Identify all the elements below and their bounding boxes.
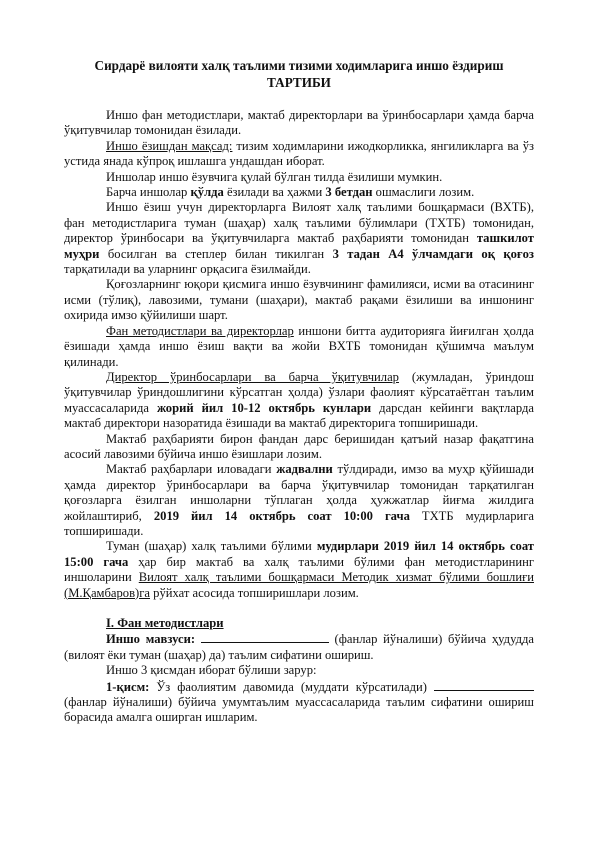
paragraph-part-1: 1-қисм: Ўз фаолиятим давомида (муддати кўрсатилади) (фанлар йўналиши) бўйича умумтаълим муассасаларида таълим сифатини ошириш борасида амалга оширган ишларим. [64, 679, 534, 725]
purpose-label: Иншо ёзишдан мақсад: [106, 138, 233, 153]
paragraph-header-info: Қоғозларнинг юқори қисмига иншо ёзувчининг фамилияси, исми ва отасининг исми (тўлиқ), лавозими, тумани (шаҳари), мактаб рақами ёзилиши ва иншонинг охирида имзо қўйилиши шарт. [64, 277, 534, 323]
title-line-1: Сирдарё вилояти халқ таълими тизими ходимларига иншо ёздириш [94, 58, 504, 73]
section-heading: I. Фан методистлари [106, 616, 224, 630]
paragraph-deputies-teachers: Директор ўринбосарлари ва барча ўқитувчилар (жумладан, ўриндош ўқитувчилар ўриндошлигини кўрсатган ҳолда) ўзлари фаолият кўрсатаётган таълим муассасаларида жорий йил 10-12 октябрь кунлари дарсдан кейинги вақтларда мактаб директори назоратида ёзишади ва мактаб директорига топширишади. [64, 369, 535, 431]
paragraph-paper: Иншо ёзиш учун директорларга Вилоят халқ таълими бошқармаси (ВХТБ), фан методистларига туман (шаҳар) халқ таълими бўлимлари (ТХТБ) томонидан, директор ўринбосари ва ўқитувчиларга мактаб раҳбарияти томонидан ташкилот муҳри босилган ва степлер билан тикилган 3 тадан А4 ўлчамдаги оқ қоғоз тарқатилади ва уларнинг орқасига ёзилмайди. [64, 200, 534, 277]
document-body [64, 108, 534, 726]
section-gap [64, 601, 534, 616]
paragraph-submission: Мактаб раҳбарлари иловадаги жадвални тўлдиради, имзо ва муҳр қўйишади ҳамда директор ўринбосарлари ва барча ўқитувчилар томонидан тарқатилган қоғозларга ёзилган иншоларни тўплаган ҳолда ҳужжатлар йиғма жилдига жойлаштириб, 2019 йил 14 октябрь соат 10:00 гача ТХТБ мудирларига топширишади. [64, 462, 534, 538]
paragraph-methodists: Фан методистлари ва директорлар иншони битта аудиторияга йиғилган ҳолда ёзишади ҳамда иншо ёзиш вақти ва жойи ВХТБ томонидан қўшимча маълум қилинади. [64, 323, 534, 369]
paragraph-administration: Мактаб раҳбарияти бирон фандан дарс беришидан қатъий назар фақатгина асосий лавозими бўйича иншо ёзишлари лозим. [64, 431, 534, 461]
paragraph-language: Иншолар иншо ёзувчига қулай бўлган тилда ёзилиши мумкин. [106, 169, 443, 184]
paragraph-handwritten: Барча иншолар қўлда ёзилади ва ҳажми 3 бетдан ошмаслиги лозим. [106, 185, 475, 200]
blank-line [201, 631, 329, 643]
blank-line [434, 679, 534, 691]
title-line-2: ТАРТИБИ [267, 74, 331, 90]
paragraph-who-writes: Иншо фан методистлари, мактаб директорлари ва ўринбосарлари ҳамда барча ўқитувчилар томонидан ёзилади. [64, 108, 534, 138]
document-title [60, 58, 538, 91]
paragraph-topic: Иншо мавзуси: (фанлар йўналиши) бўйича ҳудудда (вилоят ёки туман (шаҳар) да) таълим сифатини ошириш. [64, 632, 534, 662]
paragraph-purpose: Иншо ёзишдан мақсад: тизим ходимларини ижодкорликка, янгиликларга ва ўз устида янада кўпроқ ишлашга ундашдан иборат. [64, 138, 534, 169]
paragraph-district-heads: Туман (шаҳар) халқ таълими бўлими мудирлари 2019 йил 14 октябрь соат 15:00 гача ҳар бир мактаб ва халқ таълими бўлими фан методистларининг иншоларини Вилоят халқ таълими бошқармаси Методик хизмат бўлими бошлиғи (М.Қамбаров)га рўйхат асосида топширишлари лозим. [64, 539, 534, 600]
paragraph-parts-intro: Иншо 3 қисмдан иборат бўлиши зарур: [106, 663, 317, 678]
